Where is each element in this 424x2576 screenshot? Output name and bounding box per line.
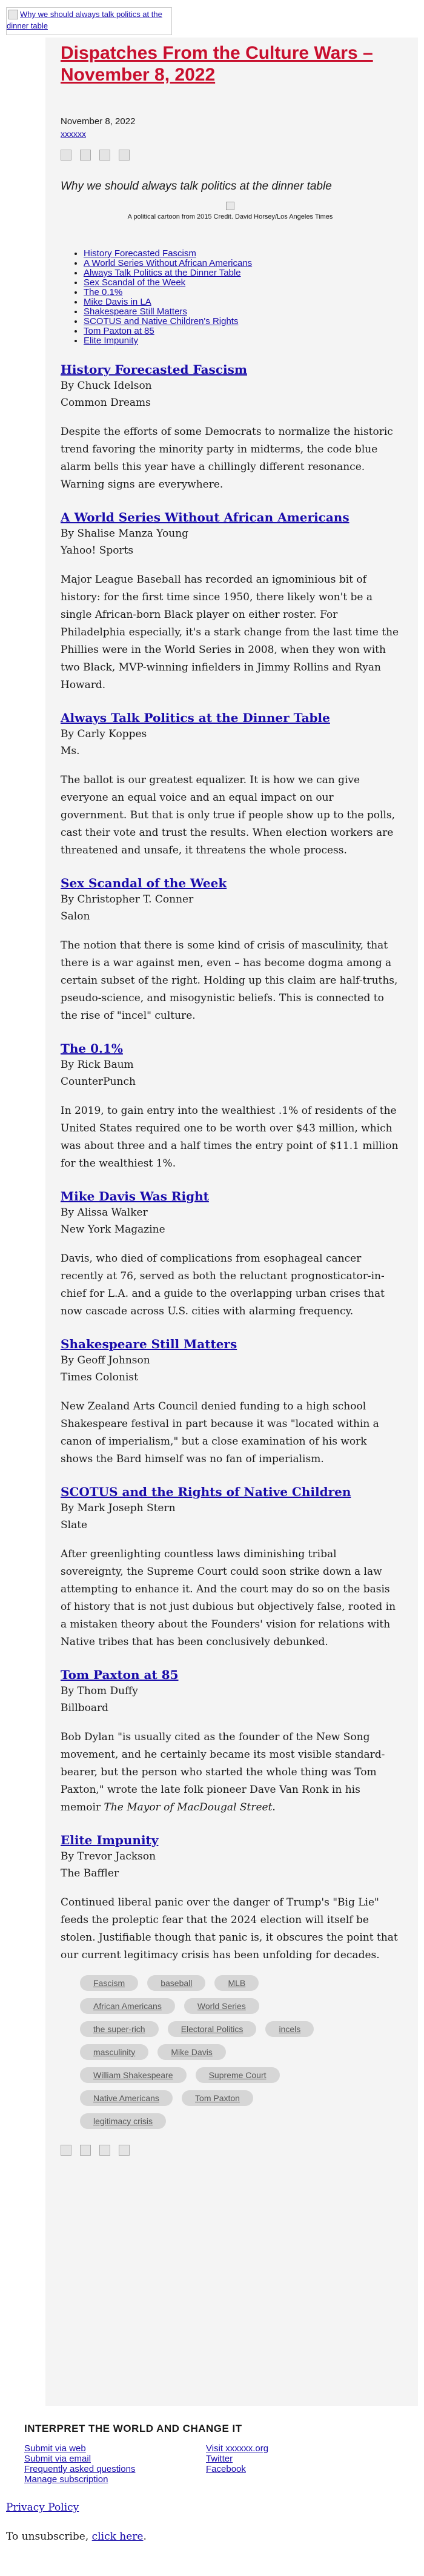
- story-body: The ballot is our greatest equalizer. It is how we can give everyone an equal voice and an equal impact on our government. But that is only true if people show up to the polls, cast their vote and trust the results. When election workers are threatened and unsafe, it threatens the whole process.: [61, 774, 396, 856]
- story-headline[interactable]: Shakespeare Still Matters: [61, 1337, 237, 1351]
- story-body: Major League Baseball has recorded an ignominious bit of history: for the first time since 1950, there likely won't be a single African-born Black player on either roster. For Philadelphia especially, it's a stark change from the last time the Phillies were in the World Series in 2008, when they won with two Black, MVP-winning infielders in Jimmy Rollins and Ryan Howard.: [61, 574, 399, 691]
- tag-pill[interactable]: Tom Paxton: [182, 2090, 253, 2106]
- tag-pill[interactable]: Mike Davis: [157, 2044, 225, 2060]
- story-byline: By Geoff Johnson: [61, 1354, 150, 1366]
- tag-pill[interactable]: World Series: [184, 1998, 259, 2014]
- story-body: The notion that there is some kind of crisis of masculinity, that there is a war against men, even – has become dogma among a certain subset of the right. Holding up this claim are half-truths, pseudo-science, and misogynistic beliefs. This is connected to the rise of "incel" culture.: [61, 939, 398, 1022]
- share-icon-1[interactable]: [61, 150, 71, 161]
- toc-item: [84, 297, 400, 307]
- story-body: New Zealand Arts Council denied funding to a high school Shakespeare festival in part because it was "located within a canon of imperialism," but a close examination of his work shows the Bard himself was no fan of imperialism.: [61, 1400, 379, 1465]
- bottom-links: [6, 2502, 418, 2560]
- toc-item: [84, 317, 400, 326]
- story-headline[interactable]: Mike Davis Was Right: [61, 1189, 209, 1204]
- story-byline: By Carly Koppes: [61, 728, 147, 740]
- footer: [24, 2423, 388, 2485]
- story-byline: By Shalise Manza Young: [61, 528, 189, 540]
- toc-item: [84, 326, 400, 336]
- story: [61, 509, 400, 694]
- footer-link[interactable]: Submit via web: [24, 2443, 86, 2454]
- toc-link[interactable]: Always Talk Politics at the Dinner Table: [84, 268, 241, 278]
- share-icons-bottom: [61, 2145, 400, 2158]
- share-icon-3[interactable]: [99, 2145, 110, 2156]
- broken-image-banner[interactable]: [6, 7, 172, 35]
- newsletter-title[interactable]: Dispatches From the Culture Wars – November 8, 2022: [61, 43, 373, 85]
- privacy-policy-link[interactable]: Privacy Policy: [6, 2502, 79, 2514]
- toc-item: [84, 268, 400, 278]
- story: [61, 1832, 400, 1964]
- tag-pill[interactable]: African Americans: [80, 1998, 175, 2014]
- footer-heading: INTERPRET THE WORLD AND CHANGE IT: [24, 2423, 242, 2434]
- toc-item: [84, 278, 400, 288]
- site-link[interactable]: xxxxxx: [61, 129, 86, 139]
- story-byline: By Trevor Jackson: [61, 1850, 156, 1862]
- share-icon-3[interactable]: [99, 150, 110, 161]
- story-body: In 2019, to gain entry into the wealthiest .1% of residents of the United States required one to be worth over $43 million, which was about three and a half times the entry point of $11.1 million for the wealthiest 1%.: [61, 1105, 399, 1170]
- footer-link[interactable]: Frequently asked questions: [24, 2464, 136, 2474]
- story-source: Yahoo! Sports: [61, 545, 134, 557]
- unsubscribe-end: .: [143, 2531, 147, 2543]
- story-source: Times Colonist: [61, 1371, 138, 1383]
- unsubscribe-line: [6, 2531, 418, 2543]
- share-icon-2[interactable]: [80, 2145, 91, 2156]
- story-byline: By Rick Baum: [61, 1059, 134, 1071]
- footer-link[interactable]: Visit xxxxxx.org: [206, 2443, 269, 2454]
- cartoon-block: [61, 202, 400, 221]
- broken-image-icon: [8, 10, 18, 19]
- share-icons: [61, 150, 400, 163]
- story: [61, 1041, 400, 1173]
- table-of-contents: [61, 249, 400, 346]
- unsubscribe-link[interactable]: click here: [91, 2531, 144, 2543]
- share-icon-1[interactable]: [61, 2145, 71, 2156]
- story-body: Despite the efforts of some Democrats to normalize the historic trend favoring the minority party in midterms, the code blue alarm bells this year have a chillingly different resonance. Warning signs are everywhere.: [61, 426, 393, 491]
- story-headline[interactable]: The 0.1%: [61, 1041, 123, 1056]
- story-byline: By Alissa Walker: [61, 1207, 148, 1219]
- toc-item: [84, 259, 400, 268]
- footer-link[interactable]: Manage subscription: [24, 2474, 108, 2485]
- story: [61, 875, 400, 1025]
- footer-link[interactable]: Submit via email: [24, 2454, 91, 2464]
- banner-image-link[interactable]: Why we should always talk politics at the dinner table: [7, 10, 162, 30]
- tag-pill[interactable]: William Shakespeare: [80, 2067, 187, 2083]
- story-body: Continued liberal panic over the danger of Trump's "Big Lie" feeds the proleptic fear that the 2024 election will itself be stolen. Justifiable though that panic is, it obscures the point that our current legitimacy crisis has been unfolding for decades.: [61, 1896, 398, 1961]
- issue-date: November 8, 2022: [61, 116, 136, 127]
- story: [61, 1336, 400, 1468]
- story-source: Common Dreams: [61, 397, 151, 409]
- share-icon-4[interactable]: [119, 150, 130, 161]
- story-source: CounterPunch: [61, 1076, 136, 1088]
- lede: Why we should always talk politics at the dinner table: [61, 180, 332, 193]
- story-source: Slate: [61, 1519, 88, 1531]
- story-body: After greenlighting countless laws diminishing tribal sovereignty, the Supreme Court could soon strike down a law attempting to enhance it. And the court may do so on the basis of history that is not just dubious but objectively false, rooted in a mistaken theory about the Founders' vision for relations with Native tribes that has been conclusively debunked.: [61, 1548, 396, 1648]
- story-body: Davis, who died of complications from esophageal cancer recently at 76, served as both the reluctant prognosticator-in-chief for L.A. and a guide to the overlapping urban crises that now cascade across U.S. cities with alarming frequency.: [61, 1253, 385, 1317]
- story: [61, 1188, 400, 1320]
- footer-link[interactable]: Facebook: [206, 2464, 246, 2474]
- tag-pill[interactable]: Fascism: [80, 1975, 138, 1991]
- story-body-end: .: [272, 1801, 276, 1813]
- newsletter-content: [61, 42, 400, 2158]
- tag-pill[interactable]: baseball: [147, 1975, 205, 1991]
- story: [61, 1667, 400, 1816]
- tag-pill[interactable]: Native Americans: [80, 2090, 173, 2106]
- tag-pill[interactable]: the super-rich: [80, 2021, 159, 2037]
- tag-pill[interactable]: Supreme Court: [196, 2067, 280, 2083]
- toc-item: [84, 307, 400, 317]
- story-byline: By Christopher T. Conner: [61, 893, 194, 906]
- story-byline: By Chuck Idelson: [61, 380, 152, 392]
- story-source: Ms.: [61, 745, 80, 757]
- tag-list: [61, 1975, 340, 2136]
- tag-pill[interactable]: incels: [265, 2021, 314, 2037]
- story-source: Billboard: [61, 1702, 109, 1714]
- toc-link[interactable]: Shakespeare Still Matters: [84, 306, 187, 317]
- share-icon-2[interactable]: [80, 150, 91, 161]
- toc-link[interactable]: History Forecasted Fascism: [84, 248, 196, 259]
- tag-pill[interactable]: masculinity: [80, 2044, 148, 2060]
- story-headline[interactable]: Elite Impunity: [61, 1833, 159, 1847]
- story-headline[interactable]: A World Series Without African Americans: [61, 510, 349, 525]
- tag-pill[interactable]: Electoral Politics: [168, 2021, 257, 2037]
- story-body-text: Bob Dylan "is usually cited as the founder of the New Song movement, and he certainly became its most visible standard-bearer, but the person who started the whole thing was Tom Paxton," wrote the late folk pioneer Dave Van Ronk in his memoir: [61, 1731, 385, 1813]
- toc-item: [84, 336, 400, 346]
- toc-item: [84, 288, 400, 297]
- story-headline[interactable]: History Forecasted Fascism: [61, 362, 247, 377]
- toc-link[interactable]: Tom Paxton at 85: [84, 326, 154, 336]
- tag-pill[interactable]: legitimacy crisis: [80, 2113, 166, 2129]
- unsubscribe-text: To unsubscribe,: [6, 2531, 89, 2543]
- story-byline: By Mark Joseph Stern: [61, 1502, 176, 1514]
- story: [61, 1484, 400, 1651]
- toc-item: [84, 249, 400, 259]
- footer-link[interactable]: Twitter: [206, 2454, 233, 2464]
- tag-pill[interactable]: MLB: [214, 1975, 259, 1991]
- share-icon-4[interactable]: [119, 2145, 130, 2156]
- story-body: [61, 1729, 400, 1816]
- story: [61, 362, 400, 494]
- toc-link[interactable]: Elite Impunity: [84, 336, 139, 346]
- story-headline[interactable]: Tom Paxton at 85: [61, 1667, 179, 1682]
- memoir-title: The Mayor of MacDougal Street: [104, 1801, 273, 1813]
- cartoon-image-icon: [226, 202, 234, 210]
- toc-link[interactable]: Sex Scandal of the Week: [84, 277, 186, 288]
- story-headline[interactable]: SCOTUS and the Rights of Native Children: [61, 1485, 351, 1499]
- story-headline[interactable]: Sex Scandal of the Week: [61, 876, 227, 890]
- story-byline: By Thom Duffy: [61, 1685, 138, 1697]
- story-source: Salon: [61, 910, 90, 922]
- toc-link[interactable]: SCOTUS and Native Children's Rights: [84, 316, 239, 326]
- toc-link[interactable]: The 0.1%: [84, 287, 123, 297]
- story-headline[interactable]: Always Talk Politics at the Dinner Table: [61, 710, 330, 725]
- cartoon-caption: A political cartoon from 2015 Credit. David Horsey/Los Angeles Times: [127, 213, 333, 220]
- footer-left-links: [24, 2443, 206, 2485]
- footer-right-links: [206, 2443, 388, 2485]
- toc-link[interactable]: Mike Davis in LA: [84, 297, 151, 307]
- story-source: The Baffler: [61, 1867, 119, 1879]
- toc-link[interactable]: A World Series Without African Americans: [84, 258, 253, 268]
- story-source: New York Magazine: [61, 1223, 165, 1236]
- story: [61, 710, 400, 859]
